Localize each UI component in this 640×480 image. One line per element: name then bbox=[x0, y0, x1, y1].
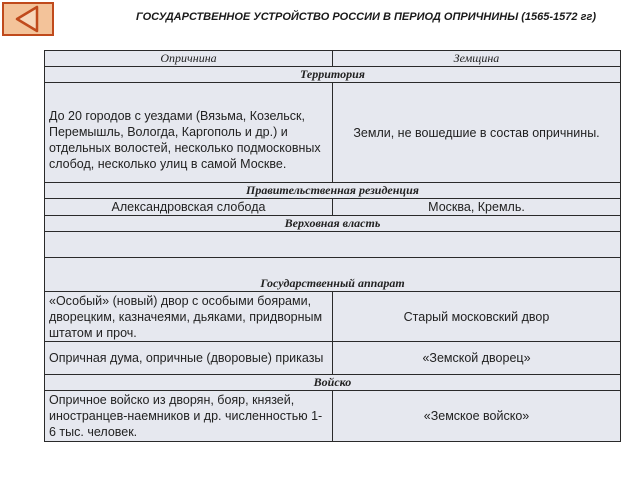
cell-supreme-power bbox=[45, 232, 621, 258]
table-row-supreme-power bbox=[45, 232, 621, 258]
column-header-oprichnina: Опричнина bbox=[45, 51, 333, 67]
cell-army-oprichnina: Опричное войско из дворян, бояр, князей, иностранцев-наемников и др. численностью 1-6 тыс. человек. bbox=[45, 391, 333, 442]
section-row-army bbox=[45, 375, 621, 391]
table-row-territory bbox=[45, 83, 621, 183]
table-header-row bbox=[45, 51, 621, 67]
column-header-zemshchina: Земщина bbox=[333, 51, 621, 67]
section-title-territory: Территория bbox=[45, 67, 621, 83]
back-button[interactable] bbox=[2, 2, 54, 36]
table-row-apparatus-duma bbox=[45, 342, 621, 375]
cell-duma-zemshchina: «Земской дворец» bbox=[333, 342, 621, 375]
cell-army-zemshchina: «Земское войско» bbox=[333, 391, 621, 442]
cell-residence-zemshchina: Москва, Кремль. bbox=[333, 199, 621, 216]
table-row-apparatus-court bbox=[45, 292, 621, 342]
cell-residence-oprichnina: Александровская слобода bbox=[45, 199, 333, 216]
cell-court-zemshchina: Старый московский двор bbox=[333, 292, 621, 342]
cell-court-oprichnina: «Особый» (новый) двор с особыми боярами, дворецким, казначеями, дьяками, придворным штатом и проч. bbox=[45, 292, 333, 342]
section-title-supreme-power: Верховная власть bbox=[45, 216, 621, 232]
comparison-table bbox=[44, 50, 621, 442]
section-title-residence: Правительственная резиденция bbox=[45, 183, 621, 199]
section-row-supreme-power bbox=[45, 216, 621, 232]
section-title-army: Войско bbox=[45, 375, 621, 391]
cell-territory-oprichnina: До 20 городов с уездами (Вязьма, Козельск, Перемышль, Вологда, Каргополь и др.) и отдельных волостей, несколько подмосковных слобод, несколько улиц в самой Москве. bbox=[45, 83, 333, 183]
cell-territory-zemshchina: Земли, не вошедшие в состав опричнины. bbox=[333, 83, 621, 183]
section-row-residence bbox=[45, 183, 621, 199]
section-row-territory bbox=[45, 67, 621, 83]
page-title: ГОСУДАРСТВЕННОЕ УСТРОЙСТВО РОССИИ В ПЕРИОД ОПРИЧНИНЫ (1565-1572 гг) bbox=[136, 11, 596, 23]
table-row-residence bbox=[45, 199, 621, 216]
left-arrow-icon bbox=[4, 4, 52, 34]
section-row-state-apparatus bbox=[45, 258, 621, 292]
table-row-army bbox=[45, 391, 621, 442]
section-title-state-apparatus: Государственный аппарат bbox=[45, 258, 621, 292]
cell-duma-oprichnina: Опричная дума, опричные (дворовые) приказы bbox=[45, 342, 333, 375]
